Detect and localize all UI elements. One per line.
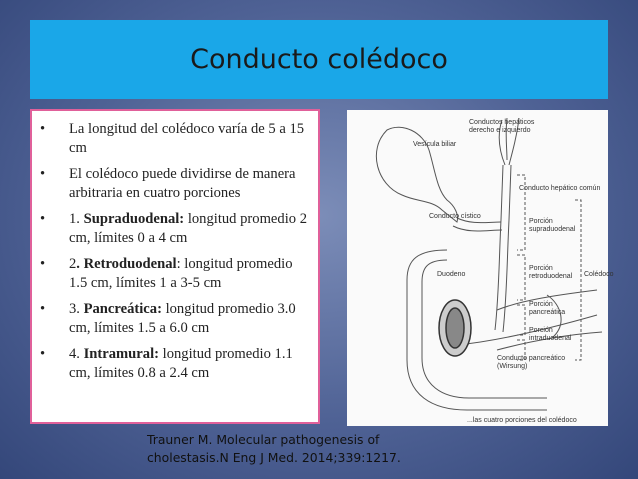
bullet-item	[40, 210, 310, 248]
citation-line: cholestasis.N Eng J Med. 2014;339:1217.	[147, 450, 401, 465]
bullet-text: longitud promedio 3.0 cm, límites 1.5 a 6.0 cm	[69, 301, 296, 336]
bullet-item	[40, 120, 310, 158]
label-intra1: Porción	[529, 327, 553, 334]
common-bile-duct	[495, 165, 503, 330]
bullet-item	[40, 255, 310, 293]
label-retro2: retroduodenal	[529, 273, 573, 280]
bullet-text: longitud promedio 2 cm, límites 0 a 4 cm	[69, 211, 307, 246]
label-supra2: supraduodenal	[529, 226, 576, 233]
label-hepatico-comun: Conducto hepático común	[519, 185, 601, 192]
title-bar	[30, 20, 608, 99]
citation-line: Trauner M. Molecular pathogenesis of	[147, 432, 380, 447]
bullet-prefix: 1.	[69, 211, 84, 227]
bullet-bold: Pancreática:	[83, 301, 162, 317]
bullet-box	[30, 109, 320, 424]
bullet-item	[40, 165, 310, 203]
label-duodeno: Duodeno	[437, 271, 466, 278]
bullet-prefix: 4.	[69, 346, 84, 362]
bile-duct-diagram	[347, 110, 614, 426]
label-hepaticos1: Conductos hepáticos	[469, 119, 535, 126]
citation	[147, 431, 447, 467]
label-retro1: Porción	[529, 265, 553, 272]
label-supra1: Porción	[529, 218, 553, 225]
figure-caption: ...las cuatro porciones del colédoco	[467, 417, 577, 424]
ampulla-shape	[439, 300, 471, 356]
label-hepaticos2: derecho e izquierdo	[469, 127, 531, 134]
bullet-bold: Intramural:	[83, 346, 159, 362]
bullet-prefix: 2	[69, 256, 77, 272]
bullet-text: La longitud del colédoco varía de 5 a 15 cm	[69, 121, 305, 156]
label-wirsung1: Conducto pancreático	[497, 355, 566, 362]
label-vesicula: Vesícula biliar	[413, 141, 457, 148]
bullet-dot: •	[40, 166, 46, 182]
wirsung-duct	[457, 315, 597, 345]
bullet-dot: •	[40, 346, 46, 362]
bullet-text: longitud promedio 1.1 cm, límites 0.8 a 2.4 cm	[69, 346, 293, 381]
slide-title: Conducto colédoco	[190, 44, 448, 75]
label-wirsung2: (Wirsung)	[497, 363, 528, 370]
bullet-dot: •	[40, 121, 46, 137]
bullet-bold: Supraduodenal:	[83, 211, 185, 227]
label-panc2: pancreática	[529, 309, 566, 316]
label-cistico: Conducto cístico	[429, 213, 481, 220]
bullet-dot: •	[40, 256, 46, 272]
bullet-item	[40, 300, 310, 338]
anatomy-figure	[347, 110, 614, 426]
bullet-text: : longitud promedio 1.5 cm, límites 1 a 3-5 cm	[69, 256, 293, 291]
bullet-dot: •	[40, 301, 46, 317]
bullet-dot: •	[40, 211, 46, 227]
bullet-bold: . Retroduodenal	[76, 256, 177, 272]
bullet-prefix: 3.	[69, 301, 84, 317]
bullet-text: El colédoco puede dividirse de manera arbitraria en cuatro porciones	[69, 166, 296, 201]
label-intra2: intraduodenal	[529, 335, 572, 342]
label-coledoco: Colédoco	[584, 271, 614, 278]
duodenum-outline	[407, 250, 547, 410]
bullet-list	[40, 120, 310, 383]
label-panc1: Porción	[529, 301, 553, 308]
bullet-item	[40, 345, 310, 383]
